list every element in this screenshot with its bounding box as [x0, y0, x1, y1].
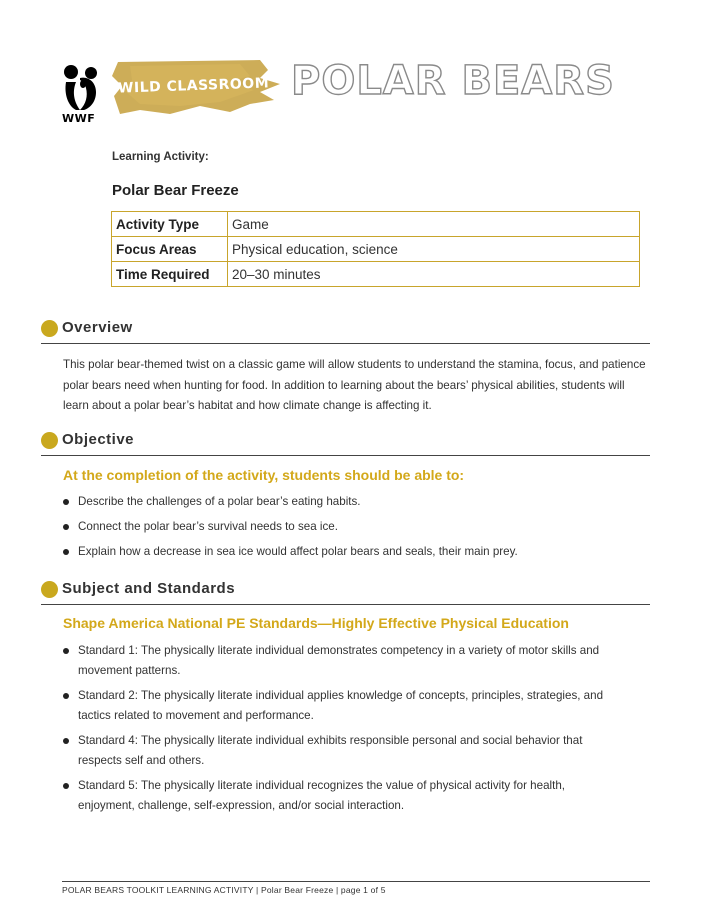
section-bullet-dot-icon [41, 320, 58, 337]
section-title: Subject and Standards [62, 580, 236, 597]
table-value: Physical education, science [228, 237, 640, 262]
table-value: Game [228, 212, 640, 237]
list-item: Standard 2: The physically literate individual applies knowledge of concepts, principles, strategies, and tactics related to movement and performance. [63, 686, 611, 726]
objective-list [63, 492, 623, 562]
table-row [112, 212, 640, 237]
footer-divider [62, 881, 650, 882]
table-row [112, 237, 640, 262]
table-value: 20–30 minutes [228, 262, 640, 287]
objective-subhead: At the completion of the activity, students should be able to: [63, 467, 465, 483]
table-row [112, 262, 640, 287]
standards-subhead: Shape America National PE Standards—Highly Effective Physical Education [63, 615, 569, 631]
activity-title: Polar Bear Freeze [112, 182, 239, 199]
learning-activity-label: Learning Activity: [112, 151, 209, 163]
wwf-logo-text: WWF [62, 112, 96, 125]
list-item: Explain how a decrease in sea ice would affect polar bears and seals, their main prey. [63, 542, 623, 562]
table-key: Activity Type [112, 212, 228, 237]
list-item: Connect the polar bear’s survival needs to sea ice. [63, 517, 623, 537]
page-footer: POLAR BEARS TOOLKIT LEARNING ACTIVITY | Polar Bear Freeze | page 1 of 5 [62, 885, 386, 895]
list-item: Standard 1: The physically literate individual demonstrates competency in a variety of motor skills and movement patterns. [63, 641, 611, 681]
wild-classroom-text: WILD CLASSROOM [117, 75, 270, 97]
list-item: Standard 5: The physically literate individual recognizes the value of physical activity for health, enjoyment, challenge, self-expression, and/or social interaction. [63, 776, 611, 816]
overview-section-header [41, 319, 650, 344]
objective-section-header [41, 431, 650, 456]
overview-text: This polar bear-themed twist on a classic game will allow students to understand the stamina, focus, and patience polar bears need when hunting for food. In addition to learning about the bears’ physical abilities, students will learn about a polar bear’s habitat and how climate change is affecting it. [63, 358, 646, 412]
standards-list [63, 641, 611, 816]
section-title: Overview [62, 319, 133, 336]
activity-info-table [111, 211, 640, 287]
list-item: Standard 4: The physically literate individual exhibits responsible personal and social behavior that respects self and others. [63, 731, 611, 771]
section-title: Objective [62, 431, 135, 448]
wwf-panda-logo-icon [60, 64, 104, 128]
list-item: Describe the challenges of a polar bear’s eating habits. [63, 492, 623, 512]
standards-section-header [41, 580, 650, 605]
section-bullet-dot-icon [41, 581, 58, 598]
page-header [60, 60, 660, 130]
table-key: Focus Areas [112, 237, 228, 262]
section-bullet-dot-icon [41, 432, 58, 449]
page-heading: POLAR BEARS [291, 58, 615, 104]
table-key: Time Required [112, 262, 228, 287]
